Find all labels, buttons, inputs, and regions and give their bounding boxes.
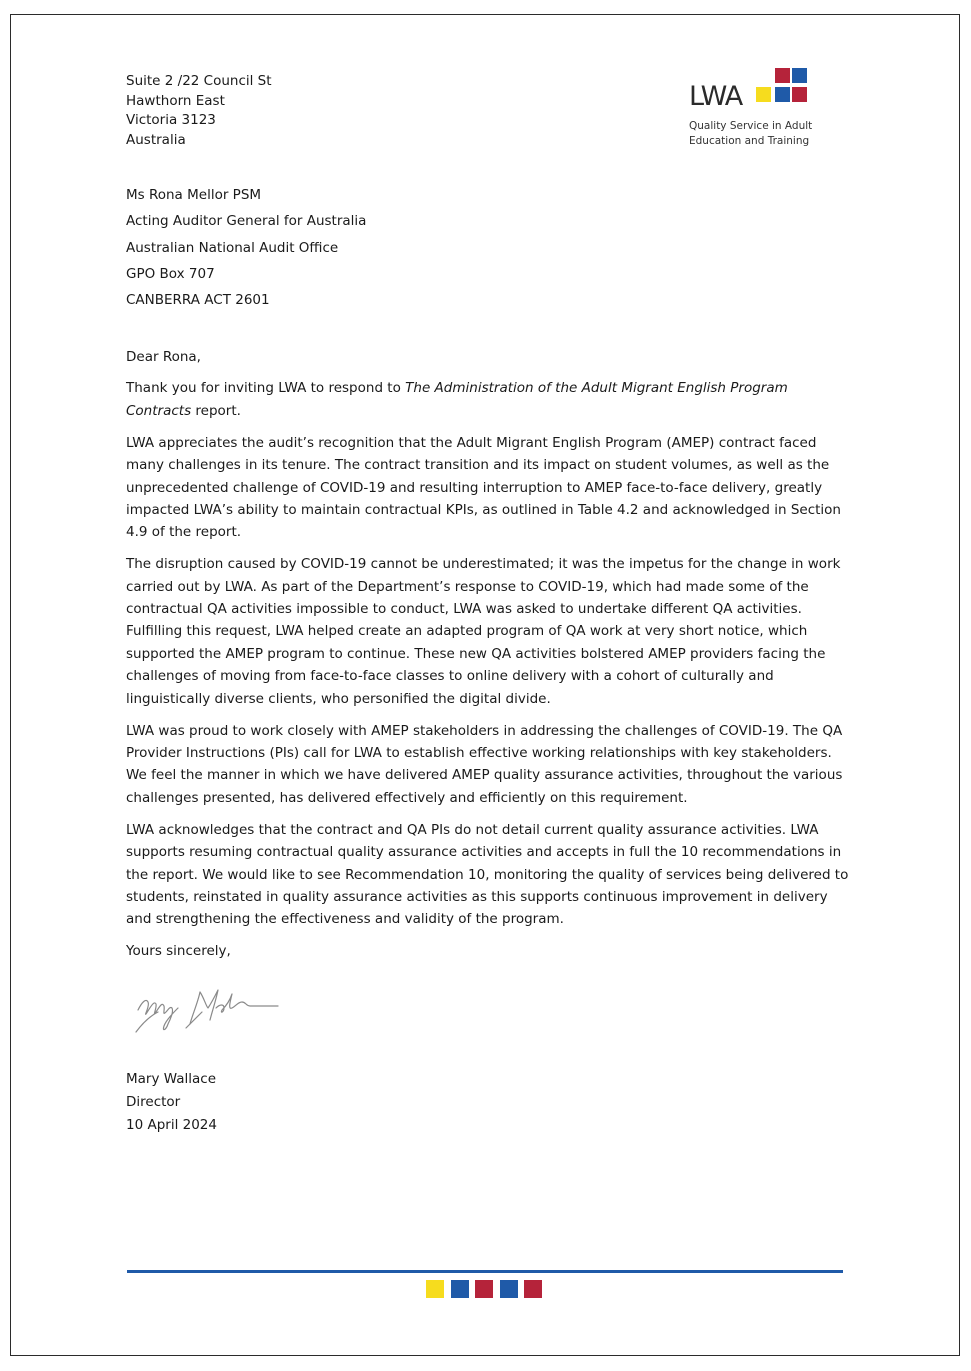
logo-square-icon [756,87,771,102]
logo-tagline-line: Quality Service in Adult [689,120,813,132]
recipient-line: Ms Rona Mellor PSM [126,187,262,203]
recipient-line: Australian National Audit Office [126,239,339,256]
signature-image [128,972,288,1042]
sender-address-line: Hawthorn East [126,92,225,109]
recipient-line: GPO Box 707 [126,265,215,282]
recipient-line: Acting Auditor General for Australia [126,213,367,230]
intro-text-end: report. [191,402,241,419]
logo-square-icon [792,68,807,83]
footer-color-squares [426,1280,542,1298]
recipient-line: CANBERRA ACT 2601 [126,292,270,309]
paragraph-audit-recognition: LWA appreciates the audit’s recognition that the Adult Migrant English Program (AMEP) contract faced many challenges in its tenure. The contract transition and its impact on student volumes, as well as the unprecedented challenge of COVID-19 and resulting interruption to AMEP face-to-face delivery, greatly impacted LWA’s ability to maintain contractual KPIs, as outlined in Table 4.2 and acknowledged in Section 4.9 of the report. [126,434,841,541]
sender-address-line: Victoria 3123 [126,112,216,129]
letter-body [126,346,850,940]
footer-square-icon [500,1280,518,1298]
paragraph-covid-disruption: The disruption caused by COVID-19 cannot be underestimated; it was the impetus for the change in work carried out by LWA. As part of the Department’s response to COVID-19, which had made some of the contractual QA activities impossible to conduct, LWA was asked to undertake different QA activities. Fulfilling this request, LWA helped create an adapted program of QA work at very short notice, which supported the AMEP program to continue. These new QA activities bolstered AMEP providers facing the challenges of moving from face-to-face classes to online delivery with a cohort of culturally and linguistically diverse clients, who personified the digital divide. [126,556,841,707]
recipient-address [126,182,366,313]
logo-wordmark: LWA [689,81,743,112]
logo-square-icon [792,87,807,102]
logo-square-icon [775,87,790,102]
logo-tagline [689,119,812,148]
intro-text: Thank you for inviting LWA to respond to [126,380,406,397]
paragraph-stakeholders: LWA was proud to work closely with AMEP stakeholders in addressing the challenges of COVID-19. The QA Provider Instructions (PIs) call for LWA to establish effective working relationships with key stakeholders. We feel the manner in which we have delivered AMEP quality assurance activities, throughout the various challenges presented, has delivered effectively and efficiently on this requirement. [126,722,843,806]
signoff-block [126,1068,217,1137]
footer-divider [127,1270,843,1273]
logo-square-icon [775,68,790,83]
letter-date: 10 April 2024 [126,1117,217,1133]
lwa-logo [689,66,814,152]
paragraph-recommendations: LWA acknowledges that the contract and QA PIs do not detail current quality assurance activities. LWA supports resuming contractual quality assurance activities and accepts in full the 10 recommendations in the report. We would like to see Recommendation 10, monitoring the quality of services being delivered to students, reinstated in quality assurance activities as this supports continuous improvement in delivery and strengthening the effectiveness and validity of the program. [126,821,849,928]
footer-square-icon [524,1280,542,1298]
signatory-name: Mary Wallace [126,1071,217,1087]
paragraph-intro [126,377,850,422]
logo-tagline-line: Education and Training [689,134,810,147]
closing: Yours sincerely, [126,943,231,959]
footer-square-icon [475,1280,493,1298]
footer-square-icon [426,1280,444,1298]
footer-square-icon [451,1280,469,1298]
sender-address-line: Australia [126,132,186,149]
sender-address-line: Suite 2 /22 Council St [126,73,272,89]
report-title: The Administration of the Adult Migrant English Program Contracts [126,380,788,419]
salutation: Dear Rona, [126,349,201,365]
sender-address [126,72,272,151]
signatory-title: Director [126,1094,181,1110]
